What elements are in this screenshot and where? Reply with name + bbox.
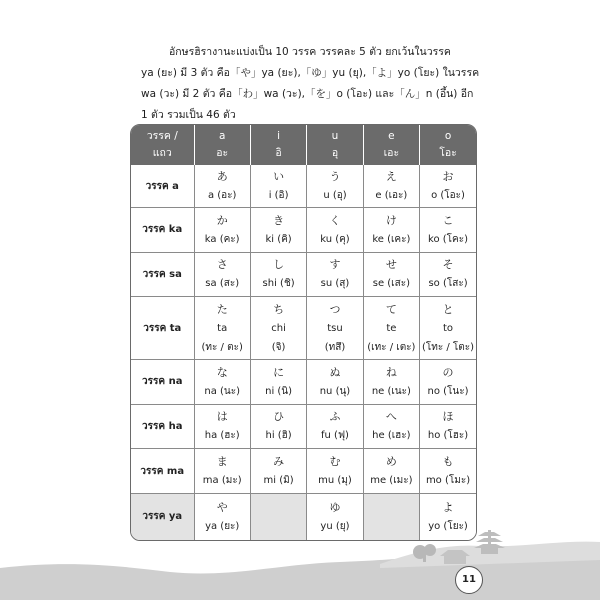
table-cell: よ yo (โยะ) bbox=[420, 493, 476, 540]
table-cell: す su (สุ) bbox=[307, 252, 363, 297]
corner-header: วรรค / แถว bbox=[131, 125, 194, 165]
table-cell: い i (อิ) bbox=[250, 165, 306, 208]
intro-line-2: ya (ยะ) มี 3 ตัว คือ「や」ya (ยะ),「ゆ」yu (ยุ),「よ」yo (โยะ) ในวรรค bbox=[141, 67, 480, 79]
table-cell: も mo (โมะ) bbox=[420, 449, 476, 494]
decorative-landscape bbox=[0, 520, 600, 600]
table-cell: お o (โอะ) bbox=[420, 165, 476, 208]
row-label: วรรค a bbox=[131, 165, 194, 208]
row-label: วรรค ha bbox=[131, 404, 194, 449]
intro-line-3: wa (วะ) มี 2 ตัว คือ「わ」wa (วะ),「を」o (โอะ) และ「ん」n (อึ้น) อีก bbox=[141, 88, 474, 100]
table-cell: む mu (มุ) bbox=[307, 449, 363, 494]
table-cell: な na (นะ) bbox=[194, 360, 250, 405]
table-cell: く ku (คุ) bbox=[307, 208, 363, 253]
table-cell: つ tsu (ทสึ) bbox=[307, 297, 363, 360]
row-label: วรรค ka bbox=[131, 208, 194, 253]
table-cell: さ sa (สะ) bbox=[194, 252, 250, 297]
table-cell: ぬ nu (นุ) bbox=[307, 360, 363, 405]
table-cell: み mi (มิ) bbox=[250, 449, 306, 494]
table-row bbox=[131, 252, 476, 297]
column-header-a: a อะ bbox=[194, 125, 250, 165]
table-cell: ひ hi (ฮิ) bbox=[250, 404, 306, 449]
column-header-e: e เอะ bbox=[363, 125, 419, 165]
table-cell: た ta (ทะ / ตะ) bbox=[194, 297, 250, 360]
row-label: วรรค ta bbox=[131, 297, 194, 360]
table-cell: は ha (ฮะ) bbox=[194, 404, 250, 449]
column-header-o: o โอะ bbox=[420, 125, 476, 165]
hiragana-table bbox=[130, 124, 477, 541]
table-cell: え e (เอะ) bbox=[363, 165, 419, 208]
table-cell: て te (เทะ / เตะ) bbox=[363, 297, 419, 360]
table-cell: や ya (ยะ) bbox=[194, 493, 250, 540]
table-cell: し shi (ชิ) bbox=[250, 252, 306, 297]
table-cell: う u (อุ) bbox=[307, 165, 363, 208]
table-cell: せ se (เสะ) bbox=[363, 252, 419, 297]
table-cell: か ka (คะ) bbox=[194, 208, 250, 253]
row-label: วรรค sa bbox=[131, 252, 194, 297]
table-cell: め me (เมะ) bbox=[363, 449, 419, 494]
table-cell: ゆ yu (ยุ) bbox=[307, 493, 363, 540]
table-cell: け ke (เคะ) bbox=[363, 208, 419, 253]
table-cell: そ so (โสะ) bbox=[420, 252, 476, 297]
table-cell: に ni (นิ) bbox=[250, 360, 306, 405]
intro-line-4: 1 ตัว รวมเป็น 46 ตัว bbox=[141, 109, 236, 121]
table-cell: へ he (เฮะ) bbox=[363, 404, 419, 449]
table-cell: の no (โนะ) bbox=[420, 360, 476, 405]
table-row bbox=[131, 360, 476, 405]
table-cell: あ a (อะ) bbox=[194, 165, 250, 208]
intro-line-1: อักษรฮิรางานะแบ่งเป็น 10 วรรค วรรคละ 5 ตัว ยกเว้นในวรรค bbox=[169, 46, 451, 58]
table-row bbox=[131, 208, 476, 253]
table-row bbox=[131, 449, 476, 494]
intro-paragraph bbox=[141, 42, 480, 126]
table-cell: こ ko (โคะ) bbox=[420, 208, 476, 253]
table-row bbox=[131, 165, 476, 208]
row-label: วรรค ma bbox=[131, 449, 194, 494]
table-cell: き ki (คิ) bbox=[250, 208, 306, 253]
table-cell: ね ne (เนะ) bbox=[363, 360, 419, 405]
row-label: วรรค na bbox=[131, 360, 194, 405]
table-cell: ふ fu (ฟุ) bbox=[307, 404, 363, 449]
row-label: วรรค ya bbox=[131, 493, 194, 540]
table-cell: ま ma (มะ) bbox=[194, 449, 250, 494]
table-cell: と to (โทะ / โตะ) bbox=[420, 297, 476, 360]
table-row bbox=[131, 404, 476, 449]
table-cell: ち chi (จิ) bbox=[250, 297, 306, 360]
column-header-u: u อุ bbox=[307, 125, 363, 165]
column-header-i: i อิ bbox=[250, 125, 306, 165]
table-row bbox=[131, 297, 476, 360]
page-number: 11 bbox=[455, 566, 483, 594]
table-cell: ほ ho (โฮะ) bbox=[420, 404, 476, 449]
